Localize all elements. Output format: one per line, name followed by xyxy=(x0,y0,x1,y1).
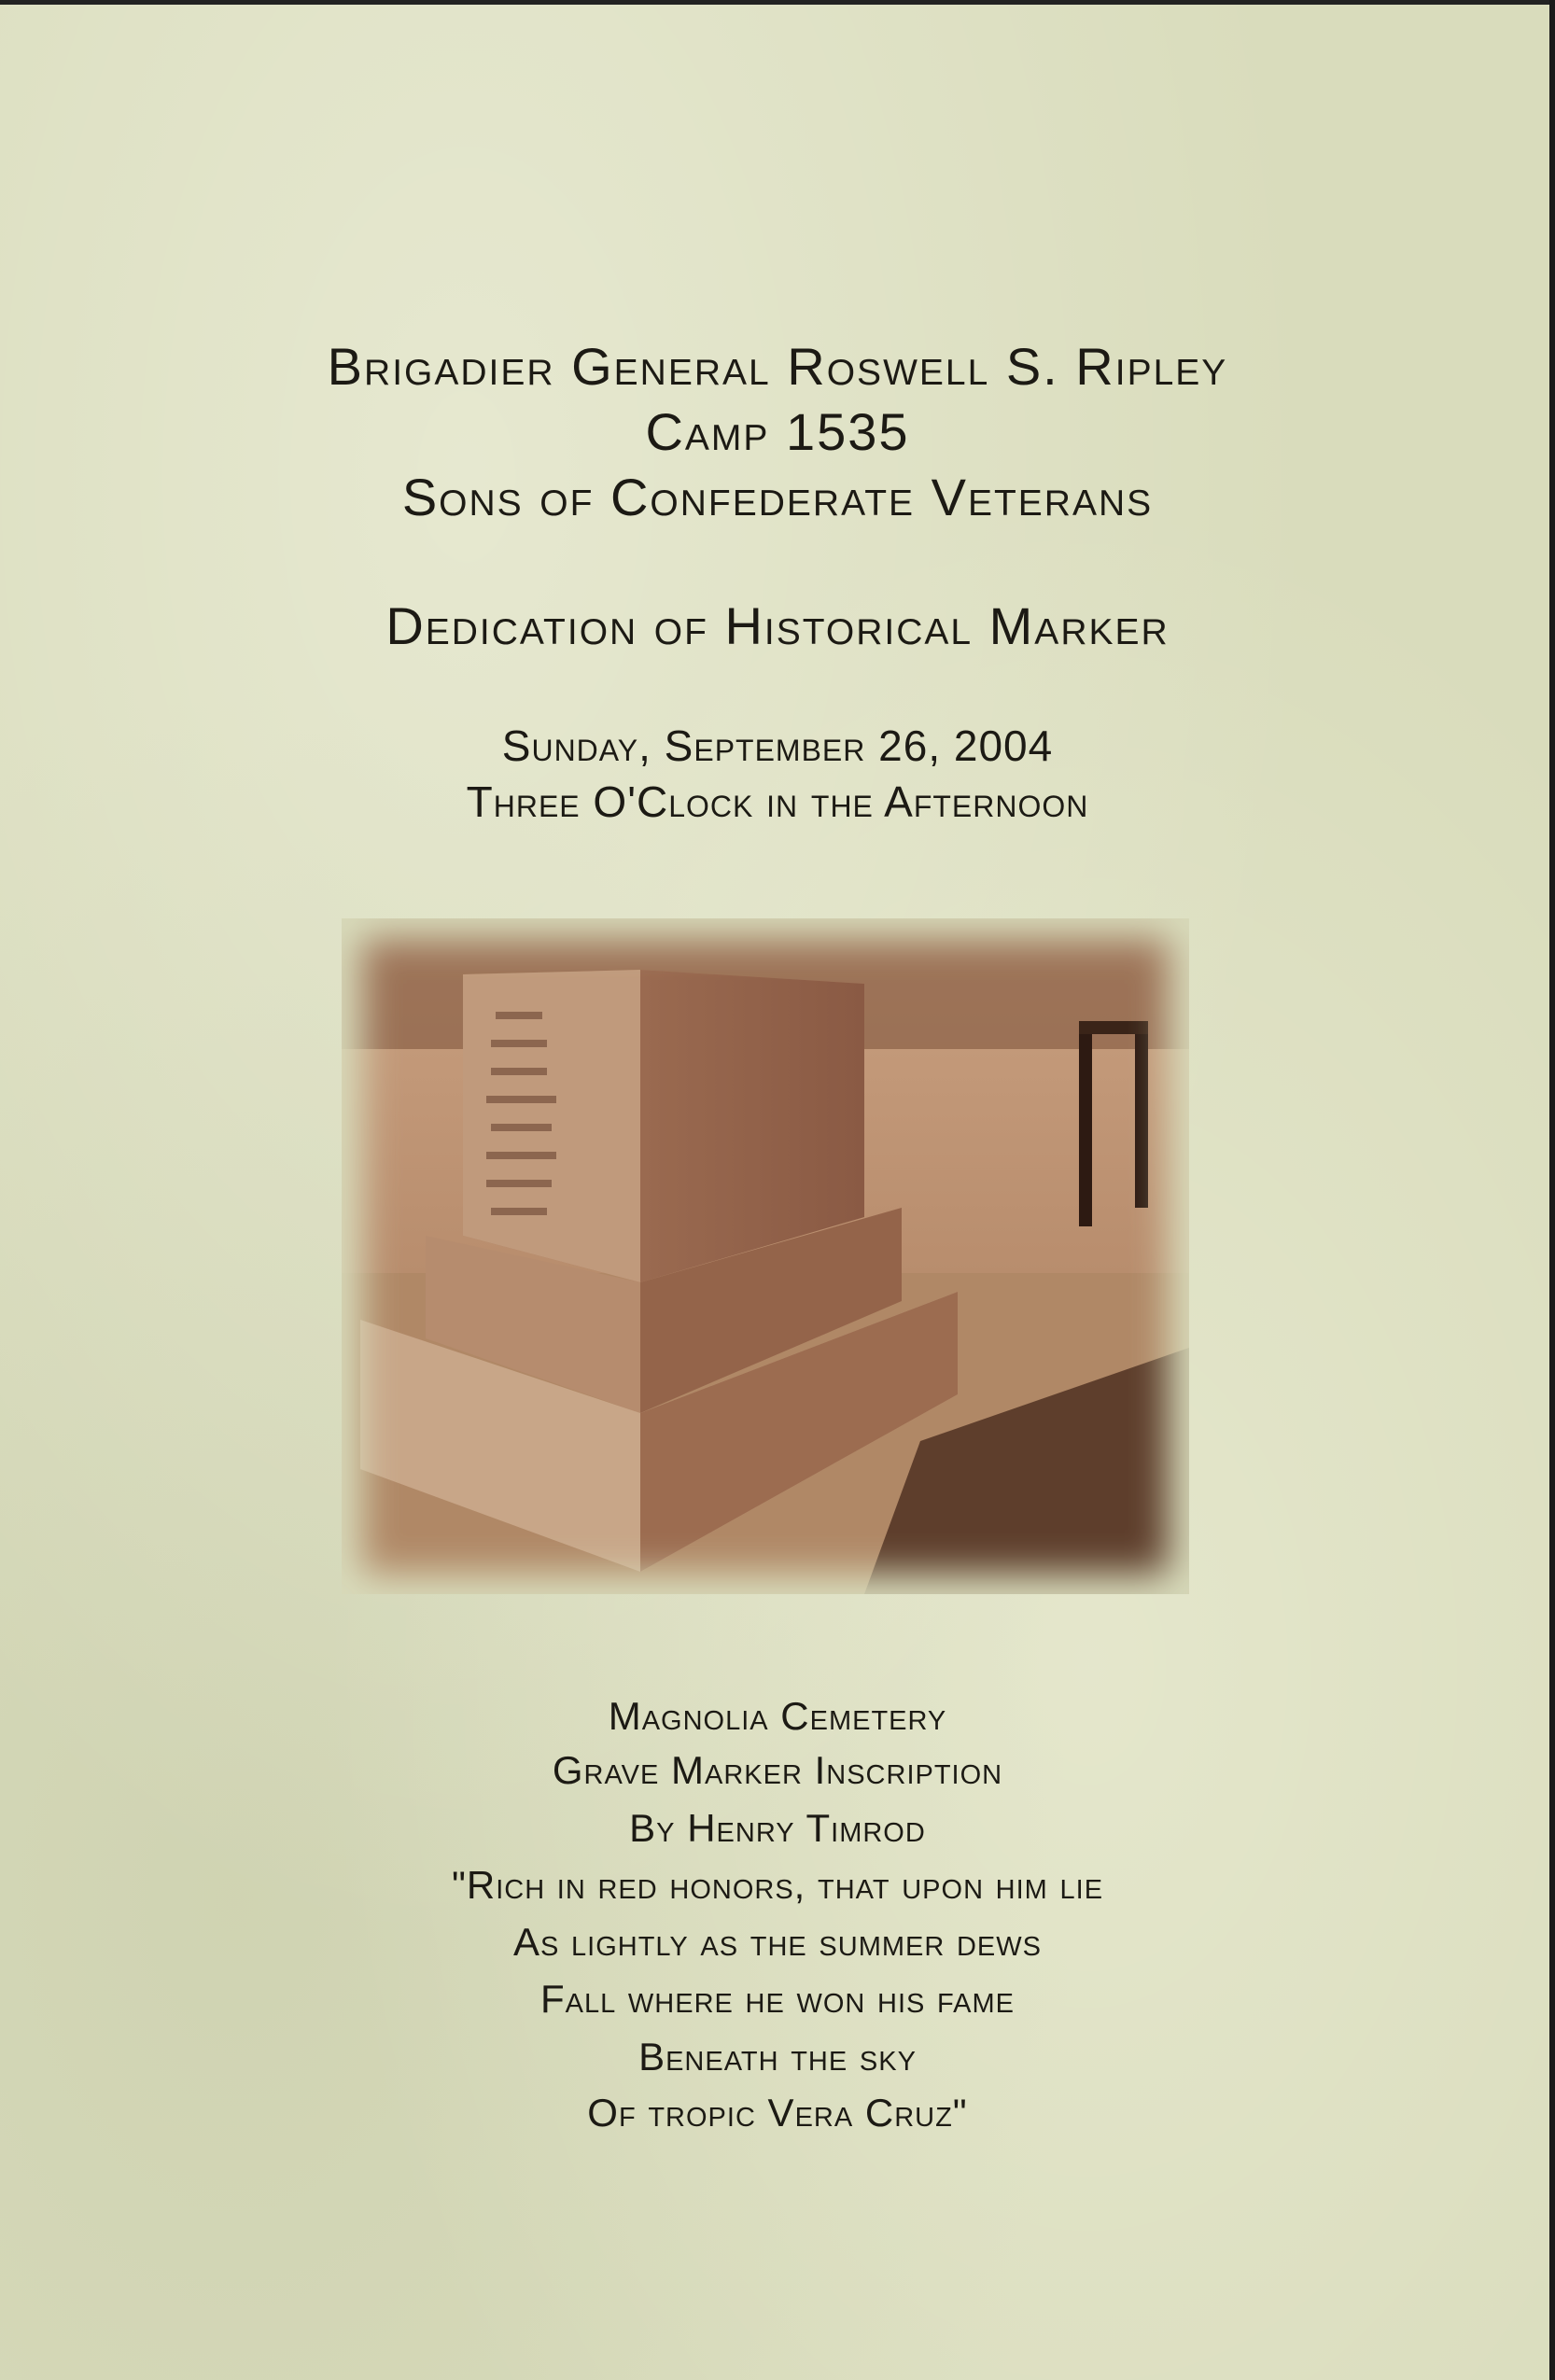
event-title: Dedication of Historical Marker xyxy=(385,596,1170,655)
poem-line: Of tropic Vera Cruz" xyxy=(587,2091,968,2135)
inscription-author: By Henry Timrod xyxy=(629,1806,926,1850)
poem-line: Fall where he won his fame xyxy=(540,1977,1015,2021)
camp-name-line: Brigadier General Roswell S. Ripley xyxy=(327,337,1228,396)
poem-line: As lightly as the summer dews xyxy=(513,1920,1042,1964)
scan-edge-top xyxy=(0,0,1555,5)
poem-line: "Rich in red honors, that upon him lie xyxy=(451,1863,1104,1907)
inscription-heading: Grave Marker Inscription xyxy=(552,1748,1003,1792)
camp-number: Camp 1535 xyxy=(645,402,910,461)
cemetery-name: Magnolia Cemetery xyxy=(608,1694,947,1738)
organization-name: Sons of Confederate Veterans xyxy=(401,468,1154,526)
event-time: Three O'Clock in the Afternoon xyxy=(466,777,1089,826)
poem-line: Beneath the sky xyxy=(638,2035,917,2079)
grave-monument-photo xyxy=(342,918,1189,1594)
event-date: Sunday, September 26, 2004 xyxy=(501,721,1054,770)
